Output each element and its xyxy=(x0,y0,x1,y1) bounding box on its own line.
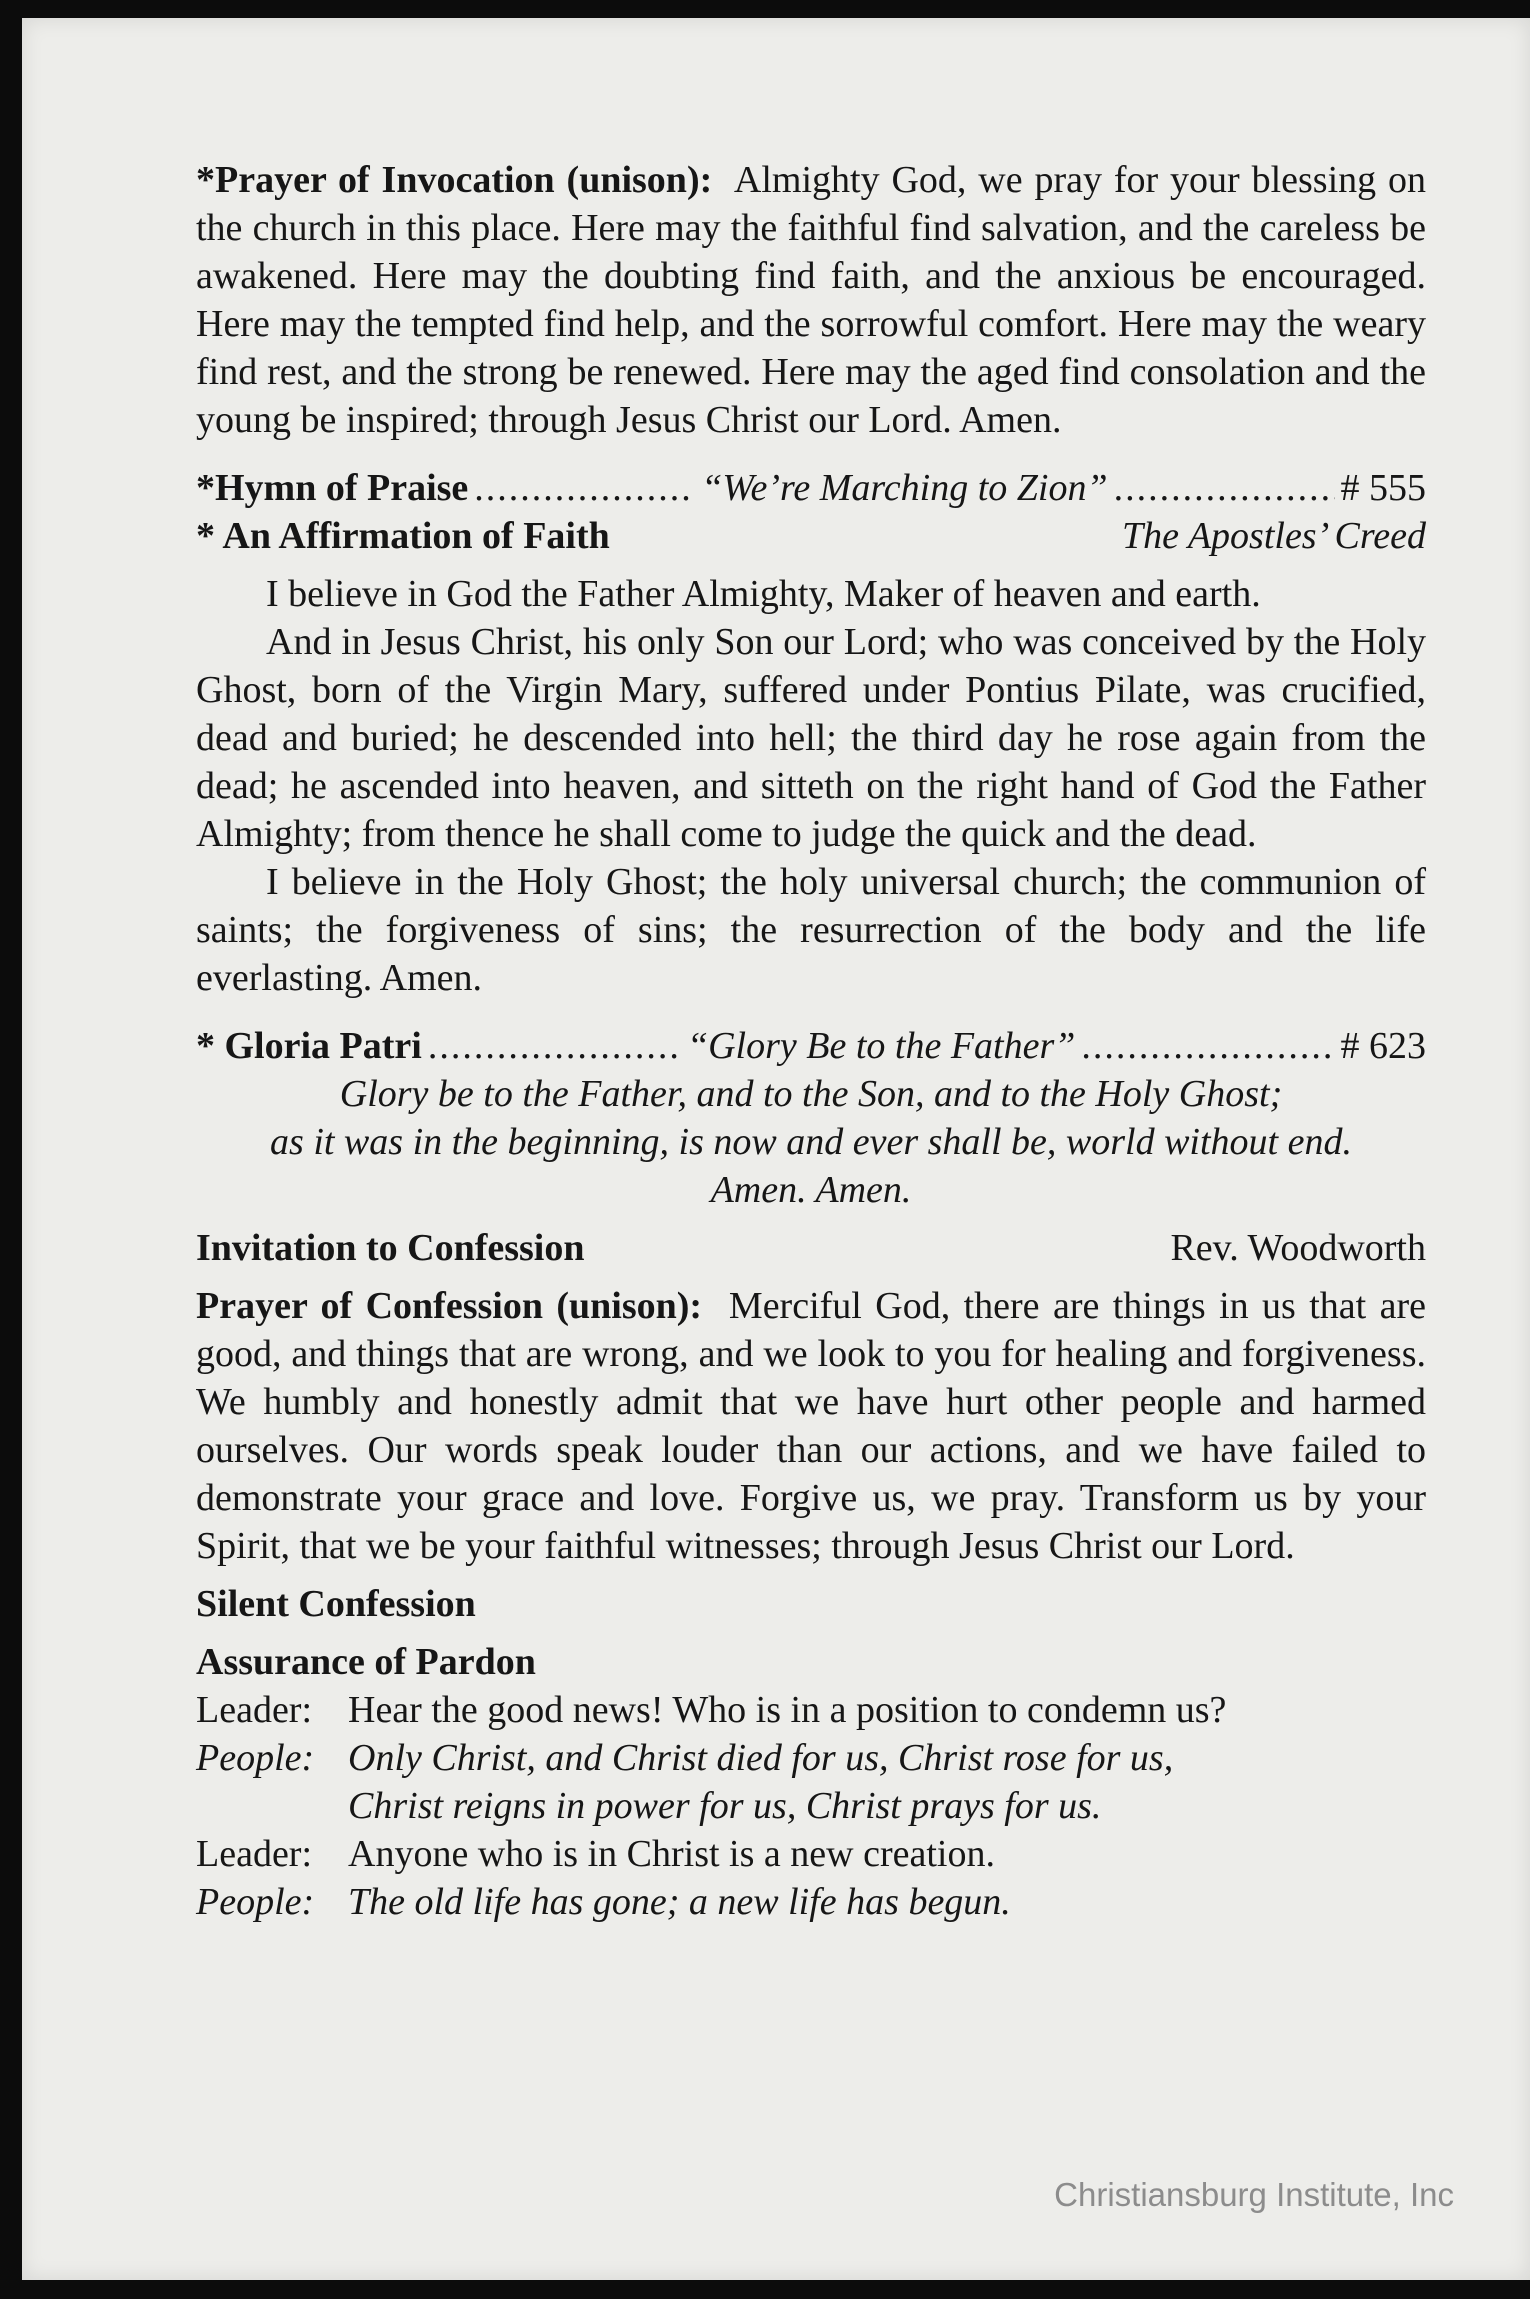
creed-paragraph: I believe in the Holy Ghost; the holy universal church; the communion of saints; the forgiveness of sins; the resurrection of the body and the life everlasting. Amen. xyxy=(196,861,1426,999)
hymn-title: “We’re Marching to Zion” xyxy=(701,467,1108,509)
invocation-text: Almighty God, we pray for your blessing on the church in this place. Here may the faithful find salvation, and the careless be awakened. Here may the doubting find faith, and the anxious be encouraged. Here may the tempted find help, and the sorrowful comfort. Here may the weary find rest, and the strong be renewed. Here may the aged find consolation and the young be inspired; through Jesus Christ our Lord. Amen. xyxy=(196,159,1426,441)
gloria-title: “Glory Be to the Father” xyxy=(686,1025,1076,1067)
litany-continuation: Christ reigns in power for us, Christ prays for us. xyxy=(348,1785,1102,1827)
affirmation-row xyxy=(196,512,1426,560)
litany-line xyxy=(196,1686,1426,1734)
speaker-label: Leader: xyxy=(196,1833,313,1875)
leader-dots xyxy=(1114,464,1335,512)
litany-line xyxy=(196,1830,1426,1878)
invocation-heading: *Prayer of Invocation (unison): xyxy=(196,159,713,201)
affirmation-source: The Apostles’ Creed xyxy=(1122,515,1426,557)
gloria-text xyxy=(196,1070,1426,1214)
gloria-label: * Gloria Patri xyxy=(196,1025,422,1067)
litany-line xyxy=(196,1878,1426,1926)
bulletin-content xyxy=(196,156,1426,1926)
litany-text: The old life has gone; a new life has begun. xyxy=(348,1881,1011,1923)
confession-heading: Prayer of Confession (unison): xyxy=(196,1285,703,1327)
assurance-label: Assurance of Pardon xyxy=(196,1641,536,1683)
watermark-text: Christiansburg Institute, Inc xyxy=(1054,2176,1454,2213)
affirmation-label: * An Affirmation of Faith xyxy=(196,515,610,557)
litany-text: Hear the good news! Who is in a position to condemn us? xyxy=(348,1689,1227,1731)
gloria-number: # 623 xyxy=(1340,1025,1426,1067)
prayer-of-invocation xyxy=(196,156,1426,444)
invitation-label: Invitation to Confession xyxy=(196,1227,585,1269)
speaker-label: People: xyxy=(196,1881,315,1923)
silent-confession-label: Silent Confession xyxy=(196,1583,476,1625)
bulletin-page xyxy=(22,18,1530,2280)
prayer-of-confession xyxy=(196,1282,1426,1570)
gloria-patri-row xyxy=(196,1022,1426,1070)
hymn-label: *Hymn of Praise xyxy=(196,467,469,509)
assurance-litany xyxy=(196,1686,1426,1926)
leader-dots xyxy=(474,464,695,512)
hymn-of-praise-row xyxy=(196,464,1426,512)
invitation-leader: Rev. Woodworth xyxy=(1170,1227,1426,1269)
invitation-row xyxy=(196,1224,1426,1272)
leader-dots xyxy=(1081,1022,1334,1070)
litany-text: Anyone who is in Christ is a new creation. xyxy=(348,1833,995,1875)
gloria-line: as it was in the beginning, is now and ever shall be, world without end. xyxy=(270,1121,1352,1163)
confession-text: Merciful God, there are things in us that are good, and things that are wrong, and we look to you for healing and forgiveness. We humbly and honestly admit that we have hurt other people and harmed ourselves. Our words speak louder than our actions, and we have failed to demonstrate your grace and love. Forgive us, we pray. Transform us by your Spirit, that we be your faithful witnesses; through Jesus Christ our Lord. xyxy=(196,1285,1427,1567)
speaker-label: Leader: xyxy=(196,1689,313,1731)
litany-line xyxy=(196,1734,1426,1782)
speaker-label: People: xyxy=(196,1737,315,1779)
litany-text: Only Christ, and Christ died for us, Christ rose for us, xyxy=(348,1737,1174,1779)
gloria-line: Amen. Amen. xyxy=(710,1169,912,1211)
creed-paragraph: I believe in God the Father Almighty, Maker of heaven and earth. xyxy=(266,573,1261,615)
creed-paragraph: And in Jesus Christ, his only Son our Lord; who was conceived by the Holy Ghost, born of the Virgin Mary, suffered under Pontius Pilate, was crucified, dead and buried; he descended into hell; the third day he rose again from the dead; he ascended into heaven, and sitteth on the right hand of God the Father Almighty; from thence he shall come to judge the quick and the dead. xyxy=(196,621,1426,855)
hymn-number: # 555 xyxy=(1340,467,1427,509)
leader-dots xyxy=(428,1022,681,1070)
gloria-line: Glory be to the Father, and to the Son, and to the Holy Ghost; xyxy=(339,1073,1283,1115)
